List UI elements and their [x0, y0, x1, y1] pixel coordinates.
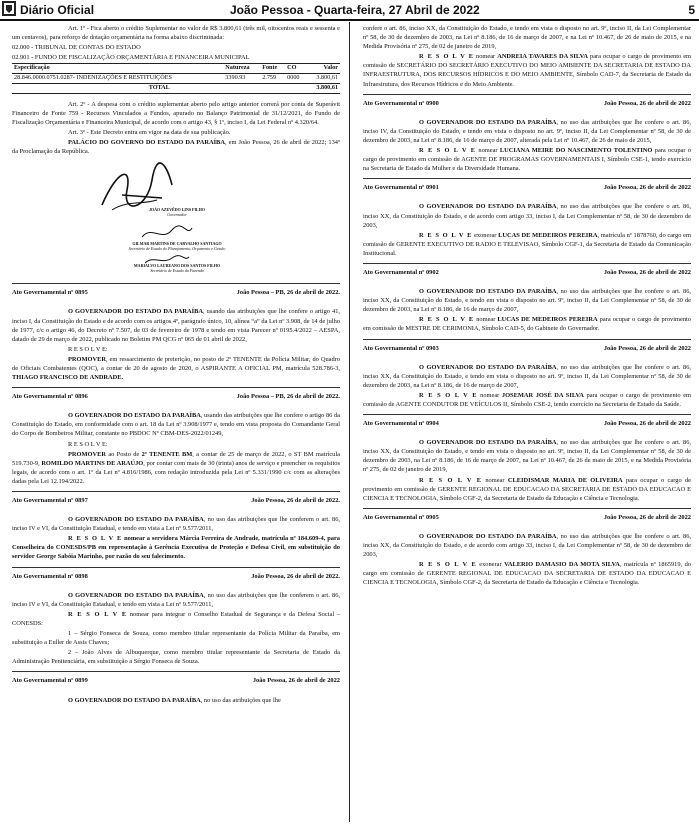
act-0899-action	[363, 52, 691, 88]
section-divider	[363, 339, 691, 340]
decree-article-1: Art. 1º - Fica aberto o crédito Suplementar no valor de R$ 3.800,61 (três mil, oitocentos reais e sessenta e um centavos), para reforço de dotação orçamentária na forma abaixo discriminada:	[12, 25, 340, 42]
act-date: João Pessoa – PB, 26 de abril de 2022.	[236, 289, 340, 297]
act-0905-preamble	[363, 532, 691, 559]
signatory-1	[127, 208, 227, 218]
act-0900-action	[363, 146, 691, 173]
act-0905-action	[363, 560, 691, 587]
act-0904-action	[363, 476, 691, 503]
person-name: ANDREIA TAVARES DA SILVA	[497, 53, 588, 61]
act-0905-heading	[363, 513, 691, 522]
act-0896-action	[12, 450, 340, 486]
action-verb: PROMOVER	[68, 450, 106, 458]
action-text: para ocupar o cargo de provimento em comissão de AGENTE CONDUTOR DE VEÍCULOS II, Símbolo CSE-2, tendo exercício na Secretaria de Estado da Saúde.	[363, 391, 691, 408]
act-0899-continuation: confere o art. 86, inciso XX, da Constituição do Estado, e tendo em vista o disposto no art. 9º, inciso II, da Lei Complementar nº 58, de 30 de dezembro de 2003, na Lei nº 8.186, de 16 de março de 2007, e na Lei nº 10.467, de 26 de maio de 2015, e na Medida Provisória nº 275, de 02 de janeiro de 2019,	[363, 25, 691, 51]
act-date: João Pessoa, 26 de abril de 2022	[603, 344, 691, 352]
act-0899-heading	[12, 676, 340, 685]
act-title: Ato Governamental nº 0903	[363, 344, 439, 352]
page-number: 5	[688, 3, 695, 17]
act-0901-heading	[363, 183, 691, 192]
table-row	[12, 74, 340, 84]
resolve-label: R E S O L V E	[68, 610, 128, 618]
action-verb: PROMOVER	[68, 355, 106, 363]
person-name: THIAGO FRANCISCO DE ANDRADE.	[12, 374, 124, 382]
page-header	[0, 0, 699, 21]
list-item: 1 – Sérgio Fonseca de Souza, como membro titular representante da Polícia Militar da Paraíba, em substituição a Euller de Assis Chaves;	[12, 630, 340, 647]
col-valor: Valor	[306, 64, 340, 74]
signatory-3-role: Secretário de Estado da Fazenda	[150, 268, 204, 274]
action-verb: nomear	[476, 147, 500, 155]
signatory-2	[102, 242, 252, 252]
resolve-label: R E S O L V E	[419, 561, 477, 569]
act-0900-heading	[363, 99, 691, 108]
act-0904-heading	[363, 419, 691, 428]
section-divider	[12, 567, 340, 568]
act-0896-preamble	[12, 411, 340, 438]
resolve-label: R E S O L V E	[419, 53, 475, 61]
action-text: para ocupar o cargo de provimento em comissão de MESTRE DE CERIMONIA, Símbolo CAD-5, do Gabinete do Governador.	[363, 316, 691, 333]
act-0902-preamble	[363, 287, 691, 314]
act-0896-heading	[12, 392, 340, 401]
act-date: João Pessoa, 26 de abril de 2022	[603, 99, 691, 107]
act-0902-action	[363, 315, 691, 333]
palacio-text: , em João Pessoa, 26 de abril de 2022; 134º da Proclamação da República.	[12, 139, 340, 156]
act-0901-action	[363, 231, 691, 258]
act-0903-heading	[363, 344, 691, 353]
act-0904-preamble	[363, 438, 691, 474]
act-date: João Pessoa, 26 de abril de 2022	[603, 184, 691, 192]
col-co: CO	[285, 64, 306, 74]
signatory-2-name: GILMAR MARTINS DE CARVALHO SANTIAGO	[132, 241, 222, 247]
act-0895-preamble	[12, 307, 340, 343]
person-name: ROMILDO MARTINS DE ARAÚJO	[41, 459, 144, 467]
act-0901-preamble	[363, 202, 691, 229]
cell-fonte: 2.759	[262, 74, 277, 82]
header-date: João Pessoa - Quarta-feira, 27 Abril de 2022	[230, 3, 480, 17]
person-name: JOSEMAR JOSÉ DA SILVA	[501, 391, 584, 399]
act-0902-heading	[363, 268, 691, 277]
total-value: 3.800,61	[306, 83, 340, 93]
signatory-3-name: MARIALVO LAUREANO DOS SANTOS FILHO	[133, 263, 221, 269]
act-text: , no uso das atribuições que lhe confere o art. 86, inciso XX, da Constituição do Estado, e de acordo com artigo 33, inciso I, da Lei Complementar nº 58, de 30 de dezembro de 2003,	[363, 203, 691, 229]
action-verb: nomear	[474, 53, 498, 61]
resolve-label: R E S O L V E	[68, 535, 123, 543]
section-divider	[363, 508, 691, 509]
act-0898-action	[12, 610, 340, 628]
act-title: Ato Governamental nº 0898	[12, 572, 88, 580]
total-label: TOTAL	[12, 83, 306, 93]
table-total-row	[12, 83, 340, 93]
act-date: João Pessoa – PB, 26 de abril de 2022.	[236, 393, 340, 401]
governor-label: O GOVERNADOR DO ESTADO DA PARAÍBA	[419, 532, 557, 540]
act-title: Ato Governamental nº 0896	[12, 393, 88, 401]
signature-block	[12, 160, 340, 278]
act-text: , no uso das atribuições que lhe confere o art. 86, inciso XX, da Constituição do Estado, e de acordo com artigo 33, inciso I, da Lei Complementar nº 58, de 30 de dezembro de 2003,	[363, 532, 691, 559]
governor-label: O GOVERNADOR DO ESTADO DA PARAÍBA	[419, 439, 557, 447]
newspaper-title: Diário Oficial	[20, 3, 95, 17]
person-name: VALERIO DAMASIO DA MOTA SILVA	[504, 561, 620, 569]
rank: 2º TENENTE BM	[141, 450, 193, 458]
action-text: para ocupar o cargo de provimento em comissão de AGENTE DE PROGRAMAS GOVERNAMENTAIS I, Símbolo CSE-1, tendo exercício na Secretaria de Estado da Mulher e da Diversidade Humana.	[363, 147, 691, 173]
act-0903-action	[363, 391, 691, 409]
action-text: , em ressarcimento de preterição, no posto de 2º TENENTE da Polícia Militar, do Quadro de Oficiais Combatentes (QOC), a contar de 20 de agosto de 2020, o ASPIRANTE A OFICIAL PM, matrícula 528.786-3,	[12, 355, 340, 372]
governor-label: O GOVERNADOR DO ESTADO DA PARAÍBA	[419, 363, 557, 371]
section-divider	[12, 387, 340, 388]
governor-label: O GOVERNADOR DO ESTADO DA PARAÍBA	[419, 203, 557, 211]
governor-label: O GOVERNADOR DO ESTADO DA PARAÍBA	[68, 591, 204, 599]
governor-label: O GOVERNADOR DO ESTADO DA PARAÍBA	[419, 288, 557, 296]
signatory-3	[102, 264, 252, 274]
section-divider	[363, 94, 691, 95]
act-date: João Pessoa, 26 de abril de 2022.	[251, 497, 340, 505]
person-name: LUCAS DE MEDEIROS PEREIRA	[498, 231, 598, 239]
action-text: nomear para integrar o Conselho Estadual de Segurança e da Defesa Social – CONESDS:	[12, 610, 340, 627]
person-name: LUCIANA MEIRE DO NASCIMENTO TOLENTINO	[499, 147, 653, 155]
act-text: , no uso das atribuições que lhe confere o art. 86, inciso XX, da Constituição do Estado, e tendo em vista o disposto no art. 9º, inciso II, da Lei Complementar nº 58, de 30 de dezembro de 2003, na Lei nº 8.186, de 16 de março de 2007,	[363, 288, 691, 314]
governor-label: O GOVERNADOR DO ESTADO DA PARAÍBA	[68, 412, 201, 420]
col-natureza: Natureza	[223, 64, 260, 74]
left-column	[12, 24, 340, 822]
act-title: Ato Governamental nº 0900	[363, 99, 439, 107]
resolve-label: R E S O L V E:	[68, 345, 108, 353]
cell-valor: 3.800,61	[316, 74, 338, 82]
signatory-2-role: Secretário de Estado do Planejamento, Orçamento e Gestão	[128, 246, 226, 252]
act-0898-heading	[12, 572, 340, 581]
action-verb: exonerar	[472, 231, 499, 239]
action-verb: nomear	[477, 391, 502, 399]
section-divider	[363, 178, 691, 179]
act-0903-preamble	[363, 363, 691, 390]
budget-table	[12, 63, 340, 93]
right-column	[363, 24, 691, 822]
signatory-1-name: JOÃO AZEVÊDO LINS FILHO	[149, 207, 205, 213]
governor-label: O GOVERNADOR DO ESTADO DA PARAÍBA	[68, 696, 201, 704]
act-text: , no uso das atribuições que lhe	[200, 696, 281, 704]
act-0897-heading	[12, 496, 340, 505]
act-0895-heading	[12, 288, 340, 297]
org-line-2: 02.901 - FUNDO DE FISCALIZAÇÃO ORÇAMENTÁRIA E FINANCEIRA MUNICIPAL	[12, 54, 250, 62]
col-fonte: Fonte	[260, 64, 285, 74]
action-verb: exonerar	[476, 561, 505, 569]
act-title: Ato Governamental nº 0904	[363, 420, 439, 428]
column-divider	[349, 22, 350, 822]
action-text-3: , por contar com mais de 30 (trinta) anos de serviço e preencher os requisitos legais, de acordo com o art. 1º da Lei nº 4.816/1986, com redação introduzida pela Lei nº 5.331/1990 c/c com as alterações dadas pela Lei 12.194/2022.	[12, 459, 340, 485]
act-0898-preamble	[12, 591, 340, 609]
resolve-label: R E S O L V E	[419, 231, 473, 239]
act-text: , no uso das atribuições que lhe confere o art. 86, inciso XX, da Constituição do Estado, e tendo em vista o disposto no art. 9º, inciso II, da Lei Complementar nº 58, de 30 de dezembro de 2003, na Lei nº 8.186, de 16 de março de 2007,	[363, 363, 691, 389]
col-especificacao: Especificação	[12, 64, 223, 74]
act-title: Ato Governamental nº 0895	[12, 289, 88, 297]
signatory-1-role: Governador	[167, 212, 187, 218]
person-name: LUCAS DE MEDEIROS PEREIRA	[497, 316, 598, 324]
section-divider	[363, 263, 691, 264]
cell-natureza: 3390.93	[225, 74, 246, 82]
section-divider	[12, 283, 340, 284]
governor-label: O GOVERNADOR DO ESTADO DA PARAÍBA	[68, 516, 204, 524]
act-text: , no uso das atribuições que lhe confere o art. 86, inciso XX, da Constituição do Estado, e tendo em vista o disposto no art. 9º, inciso II, da Lei Complementar nº 58, de 30 de dezembro de 2003, na Lei nº 8.186, de 16 de março de 2007, na Lei nº 10.467, de 26 de maio de 2015, e na Medida Provisória nº 275, de 02 de janeiro de 2019,	[363, 439, 691, 474]
action-text: , matrícula nº 1878760, do cargo em comissão de GERENTE EXECUTIVO DE RADIO E TELEVISAO, Símbolo CGF-1, da Secretaria de Estado da Comunicação Institucional.	[363, 231, 691, 257]
act-title: Ato Governamental nº 0902	[363, 268, 439, 276]
action-text: nomear a servidora Márcia Ferreira de Andrade, matrícula nº 184.609-4, para Conselheira do CONESDS/PB em representação à Gerência Executiva de Proteção e Defesa Civil, em substituição do servidor George Sabóia Marinho, por razão do seu falecimento.	[12, 535, 340, 561]
act-0897-action	[12, 534, 340, 561]
decree-article-3: Art. 3º - Este Decreto entra em vigor na data de sua publicação.	[68, 129, 231, 137]
governor-label: O GOVERNADOR DO ESTADO DA PARAÍBA	[68, 308, 203, 316]
palacio-label: PALÁCIO DO GOVERNO DO ESTADO DA PARAÍBA	[68, 139, 225, 147]
act-text: , usando das atribuições que lhe confere o artigo 41, inciso I, da Constituição do Estado e de acordo com os artigos 4º, parágrafo único, 10, alínea “a” da Lei nº 3.908, de 14 de julho de 1977, c/c o artigo 46, do Decreto nº 7.507, de 03 de fevereiro de 1978 e tendo em vista Parecer nº 0195.4/2022 – AESPA, datado de 29 de março de 2022, publicado no Boletim PM QCG nº 065 de 01 abril de 2022,	[12, 308, 340, 343]
act-text: , usando das atribuições que lhe confere o artigo 86 da Constituição do Estado, em conformidade com o art. 18 da Lei nº 3.908/1977 e, tendo em vista proposta do Comandante Geral do Corpo de Bombeiros Militar, constante no PBDOC Nº CBM-DES-2022/01249,	[12, 412, 340, 438]
act-text: , no uso das atribuições que lhe conferem o art. 86, inciso IV e VI, da Constituição Estadual, e tendo em vista a Lei nº 9.577/2011,	[12, 516, 340, 533]
section-divider	[363, 414, 691, 415]
governor-label: O GOVERNADOR DO ESTADO DA PARAÍBA	[419, 118, 557, 126]
act-text: , no uso das atribuições que lhe conferem o art. 86, inciso IV e VI, da Constituição Estadual, e tendo em vista a Lei nº 9.577/2011,	[12, 591, 340, 608]
person-name: CLEIDISMAR MARIA DE OLIVEIRA	[507, 476, 623, 484]
palacio-paragraph	[12, 138, 340, 156]
act-date: João Pessoa, 26 de abril de 2022.	[251, 572, 340, 580]
action-verb: nomear	[482, 476, 508, 484]
resolve-label: R E S O L V E	[419, 476, 482, 484]
act-title: Ato Governamental nº 0901	[363, 184, 439, 192]
table-header-row	[12, 64, 340, 74]
act-title: Ato Governamental nº 0899	[12, 677, 88, 685]
list-item: 2 – João Alves de Albuquerque, como membro titular representante da Secretaria de Estado da Administração Penitenciária, em substituição a Sérgio Fonseca de Souza.	[12, 649, 340, 666]
act-0899-preamble	[12, 696, 340, 705]
cell-co: 0000	[287, 74, 300, 82]
act-date: João Pessoa, 26 de abril de 2022	[603, 513, 691, 521]
action-text: para ocupar o cargo de provimento em comissão de GERENTE REGIONAL DE EDUCACAO DA SECRETARIA DE ESTADO DA EDUCACAO E CIENCIA E TECNOLOGIA, Símbolo CGF-2, da Secretaria de Estado da Educação e Ciência e Tecnologia.	[363, 476, 691, 502]
act-title: Ato Governamental nº 0897	[12, 497, 88, 505]
section-divider	[12, 671, 340, 672]
act-date: João Pessoa, 26 de abril de 2022	[252, 677, 340, 685]
resolve-label: R E S O L V E:	[68, 440, 108, 448]
act-0900-preamble	[363, 118, 691, 145]
act-0897-preamble	[12, 515, 340, 533]
action-text-2: , a contar de 25 de março de 2022, o ST BM matrícula 519.730-9,	[12, 450, 340, 467]
act-text: , no uso das atribuições que lhe confere o art. 86, inciso IV, da Constituição do Estado, e tendo em vista o disposto no art. 9º, inciso II, da Lei Complementar nº 58, de 30 de dezembro de 2003, na Lei nº 8.186, de 16 de março de 2007, alterada pela Lei nº 10.467, de 26 de maio de 2015,	[363, 118, 691, 144]
act-date: João Pessoa, 26 de abril de 2022	[603, 420, 691, 428]
org-line-1: 02.000 - TRIBUNAL DE CONTAS DO ESTADO	[12, 44, 141, 52]
section-divider	[12, 491, 340, 492]
resolve-label: R E S O L V E	[419, 391, 478, 399]
cell-especificacao: 28.846.0000.0751.0287- INDENIZAÇÕES E RESTITUIÇÕES	[14, 74, 172, 82]
act-title: Ato Governamental nº 0905	[363, 513, 439, 521]
state-coat-of-arms-icon	[2, 1, 16, 16]
act-date: João Pessoa, 26 de abril de 2022	[603, 268, 691, 276]
resolve-label: R E S O L V E	[419, 147, 477, 155]
action-text: para ocupar o cargo de provimento em comissão de SECRETÁRIO DO SECRETÁRIO EXECUTIVO DO MEIO AMBIENTE DA SECRETARIA DE ESTADO DA INFRAESTRUTURA, DOS RECURSOS HÍDRICOS E DO MEIO AMBIENTE, Símbolo CAD-7, da Secretaria de Estado da Infraestrutura, dos Recursos Hídricos e do Meio Ambiente.	[363, 53, 691, 88]
action-verb: nomear	[474, 316, 498, 324]
act-0895-action	[12, 355, 340, 382]
action-text: , matrícula nº 1865919, do cargo em comissão de GERENTE REGIONAL DE EDUCACAO DA SECRETARIA DE ESTADO DA EDUCACAO E CIENCIA E TECNOLOGIA, Símbolo CGF-2, da Secretaria de Estado da Educação e Ciência e Tecnologia.	[363, 561, 691, 587]
action-text: ao Posto de	[106, 450, 142, 458]
decree-article-2: Art. 2º - A despesa com o crédito suplementar aberto pelo artigo anterior correrá por conta de Superávit Financeiro de Fonte 759 - Recursos Vinculados a Fundos, apurado no Balanço Patrimonial de 31/12/2021, do Fundo de Fiscalização Orçamentária e Financeira Municipal, de acordo com o artigo 43, § 1º, inciso I, da Lei Federal nº 4.320/64.	[12, 100, 340, 126]
resolve-label: R E S O L V E	[419, 316, 475, 324]
